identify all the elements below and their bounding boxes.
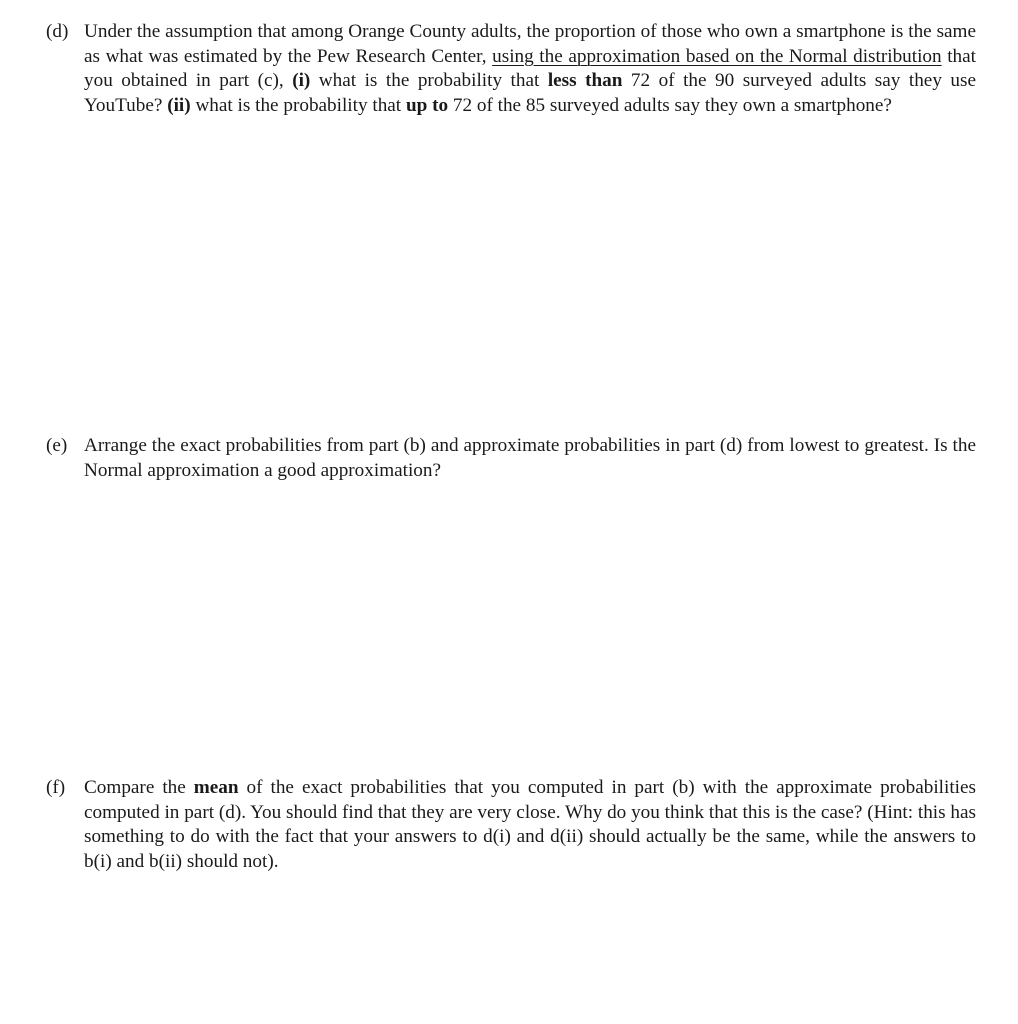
emphasis-word: mean [193,777,239,798]
question-text [84,776,976,874]
text-segment: 72 of the 85 surveyed adults say they own a smartphone? [448,94,892,116]
text-segment: of the exact probabilities that you computed in part (b) with the approximate probabilities computed in part (d). You should find that they are very close. Why do you think that this is the case? (Hint: this has something to do with the fact that your answers to d(i) and d(ii) should actually be the same, while the answers to b(i) and b(ii) should not). [84,777,976,872]
question-f [46,776,976,874]
text-segment: what is the probability that [310,70,548,91]
text-segment: Compare the [84,777,194,798]
text-segment: 72 of the 90 surveyed adults say they use YouTube? [84,70,976,116]
subpart-marker: (i) [292,70,311,91]
underlined-phrase: using the approximation based on the Normal distribution [492,45,942,67]
question-e [46,434,976,483]
question-text [84,20,976,118]
text-segment: Under the assumption that among Orange County adults, the proportion of those who own a smartphone is the same as what was estimated by the Pew Research Center, [84,21,976,67]
question-label: (f) [46,777,66,798]
question-d [46,20,976,118]
text-segment: that you obtained in part (c), [84,45,976,91]
subpart-marker: (ii) [167,94,191,116]
text-segment: what is the probability that [190,94,406,116]
emphasis-phrase: less than [547,70,623,91]
question-label: (d) [46,21,69,42]
question-text: Arrange the exact probabilities from part (b) and approximate probabilities in part (d) from lowest to greatest. Is the Normal approximation a good approximation? [84,435,976,481]
emphasis-phrase: up to [405,94,449,116]
question-label: (e) [46,435,68,456]
